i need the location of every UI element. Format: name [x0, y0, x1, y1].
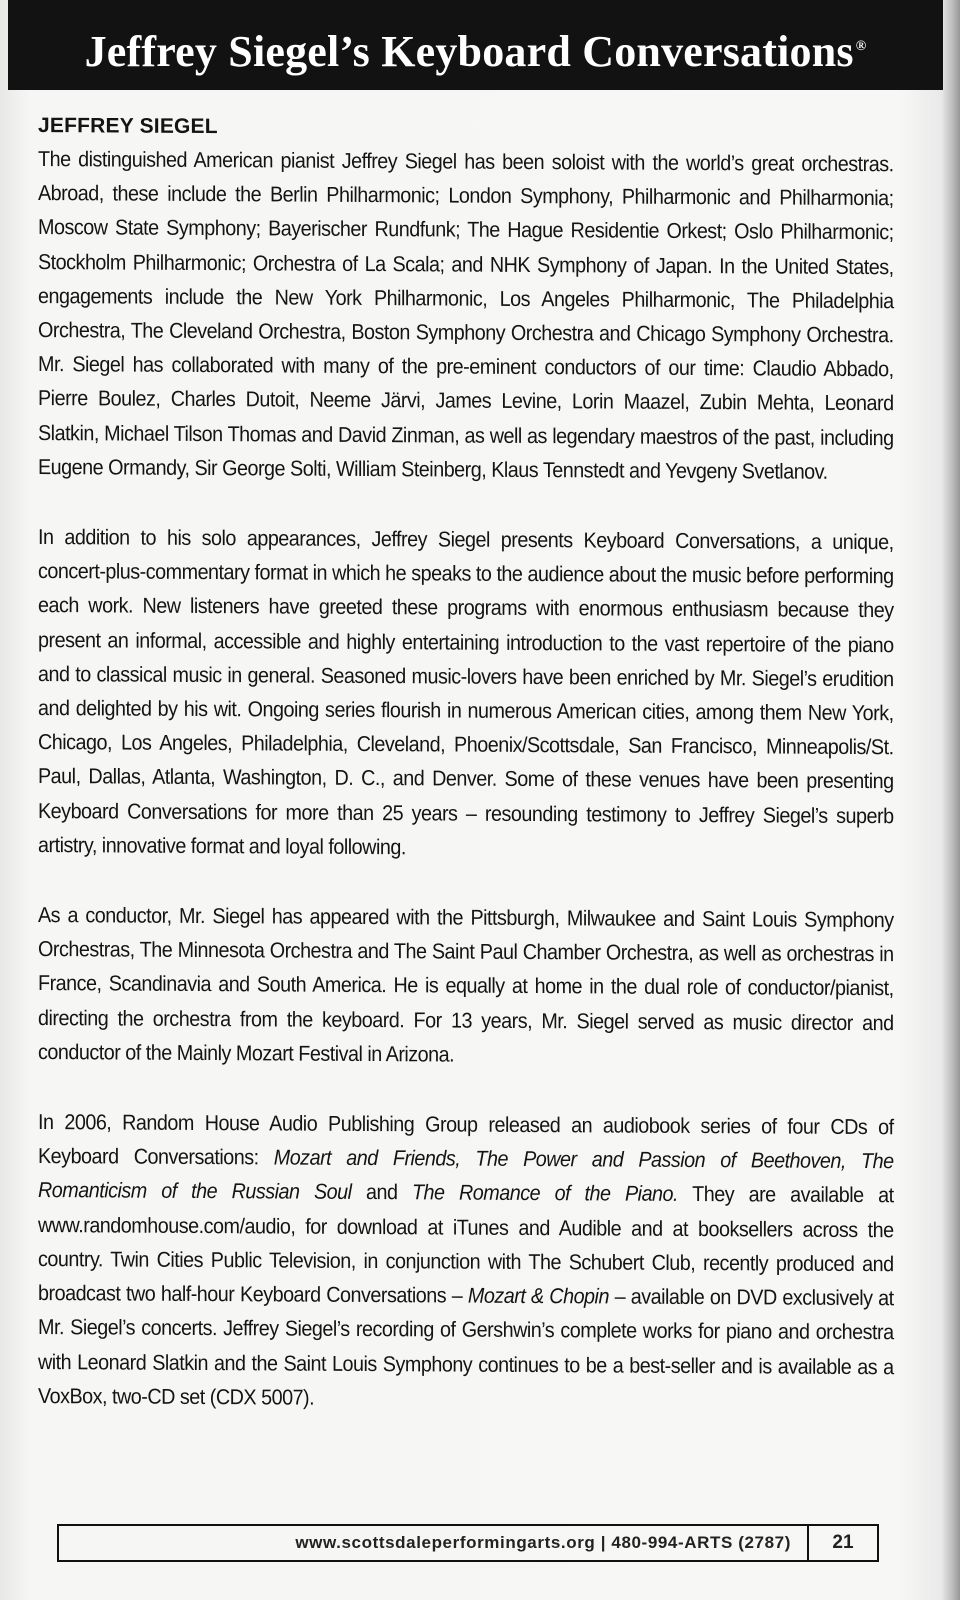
recordings-text-d: – available on DVD exclusively at Mr. Siegel’s concerts. Jeffrey Siegel’s recording of Gershwin’s complete works for piano and orchestra with Leonard Slatkin and the Saint Louis Symphony continues to be a best-seller and is available as a VoxBox, two-CD set (CDX 5007).: [38, 1284, 894, 1410]
header-banner: [8, 0, 943, 90]
recordings-title-3: Mozart & Chopin: [467, 1283, 609, 1309]
recordings-text-a: In 2006, Random House Audio Publishing Group released an audiobook series of four CDs of Keyboard Conversations:: [38, 1110, 894, 1170]
paragraph-keyboard-conversations: In addition to his solo appearances, Jeffrey Siegel presents Keyboard Conversations, a unique, concert-plus-commentary format in which he speaks to the audience about the music before performing each work. New listeners have greeted these programs with enormous enthusiasm because they present an informal, accessible and highly entertaining introduction to the vast repertoire of the piano and to classical music in general. Seasoned music-lovers have been enriched by Mr. Siegel’s erudition and delighted by his wit. Ongoing series flourish in numerous American cities, among them New York, Chicago, Los Angeles, Philadelphia, Cleveland, Phoenix/Scottsdale, San Francisco, Minneapolis/St. Paul, Dallas, Atlanta, Washington, D. C., and Denver. Some of these venues have been presenting Keyboard Conversations for more than 25 years – resounding testimony to Jeffrey Siegel’s superb artistry, innovative format and loyal following.: [38, 525, 894, 860]
page-title-text: Jeffrey Siegel’s Keyboard Conversations: [84, 26, 854, 76]
registered-mark: ®: [855, 38, 867, 54]
paragraph-conductor: As a conductor, Mr. Siegel has appeared with the Pittsburgh, Milwaukee and Saint Louis Symphony Orchestras, The Minnesota Orchestra and The Saint Paul Chamber Orchestra, as well as orchestras in France, Scandinavia and South America. He is equally at home in the dual role of conductor/pianist, directing the orchestra from the keyboard. For 13 years, Mr. Siegel served as music director and conductor of the Mainly Mozart Festival in Arizona.: [38, 903, 894, 1067]
article-body: [38, 114, 893, 1418]
paragraph-recordings: [38, 1105, 894, 1418]
recordings-title-2: The Romance of the Piano.: [411, 1180, 679, 1207]
page-number: 21: [832, 1532, 854, 1553]
recordings-text-b: and: [351, 1180, 412, 1205]
recordings-title-1: Mozart and Friends, The Power and Passion of Beethoven, The Romanticism of the Russian Soul: [38, 1145, 894, 1205]
page-edge-shadow: [942, 0, 960, 1600]
footer-box: [57, 1524, 879, 1562]
recordings-text-c: They are available at www.randomhouse.com/audio, for download at iTunes and Audible and at booksellers across the country. Twin Cities Public Television, in conjunction with The Schubert Club, recently produced and broadcast two half-hour Keyboard Conversations –: [38, 1182, 894, 1308]
footer-contact: www.scottsdaleperformingarts.org | 480-994-ARTS (2787): [295, 1533, 791, 1552]
page-title: [85, 26, 867, 77]
section-heading: JEFFREY SIEGEL: [38, 114, 218, 139]
paragraph-biography: The distinguished American pianist Jeffrey Siegel has been soloist with the world’s great orchestras. Abroad, these include the Berlin Philharmonic; London Symphony, Philharmonic and Philharmonia; Moscow State Symphony; Bayerischer Rundfunk; The Hague Residentie Orkest; Oslo Philharmonic; Stockholm Philharmonic; Orchestra of La Scala; and NHK Symphony of Japan. In the United States, engagements include the New York Philharmonic, Los Angeles Philharmonic, The Philadelphia Orchestra, The Cleveland Orchestra, Boston Symphony Orchestra and Chicago Symphony Orchestra. Mr. Siegel has collaborated with many of the pre-eminent conductors of our time: Claudio Abbado, Pierre Boulez, Charles Dutoit, Neeme Järvi, James Levine, Lorin Maazel, Zubin Mehta, Leonard Slatkin, Michael Tilson Thomas and David Zinman, as well as legendary maestros of the past, including Eugene Ormandy, Sir George Solti, William Steinberg, Klaus Tennstedt and Yevgeny Svetlanov.: [38, 147, 894, 484]
